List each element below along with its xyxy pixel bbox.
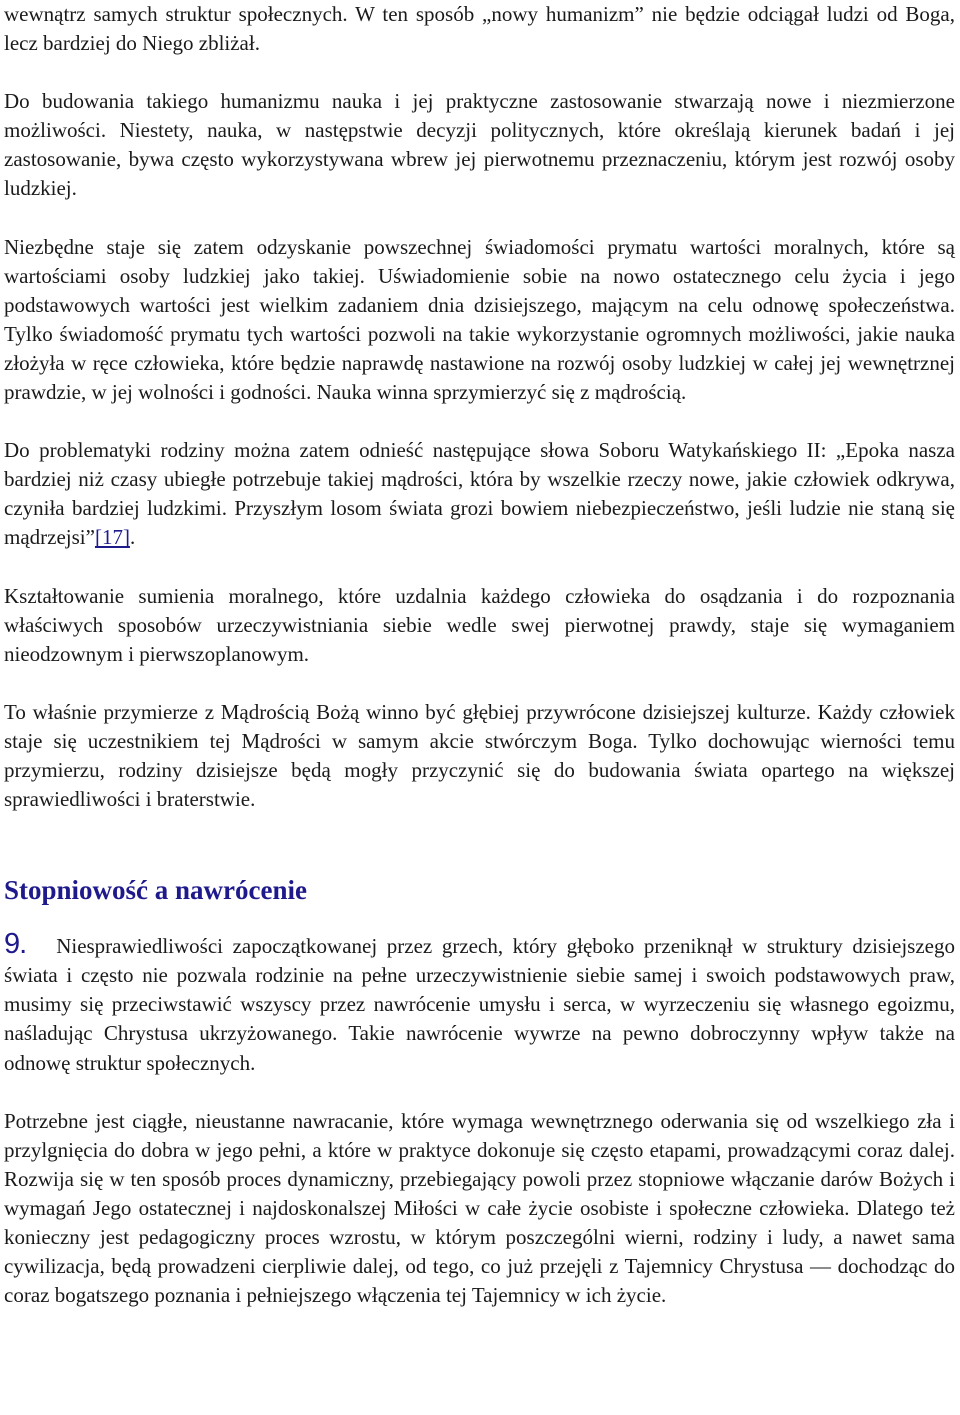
paragraph-gap	[4, 204, 955, 233]
paragraph: Niezbędne staje się zatem odzyskanie powszechnej świadomości prymatu wartości moralnych, które są wartościami osoby ludzkiej jako takiej. Uświadomienie sobie na nowo ostatecznego celu życia i jego podstawowych wartości jest wielkim zadaniem dnia dzisiejszego, mającym na celu odnowę społeczeństwa. Tylko świadomość prymatu tych wartości pozwoli na takie wykorzystanie ogromnych możliwości, jakie nauka złożyła w ręce człowieka, które będzie naprawdę nastawione na rozwój osoby ludzkiej w całej jej wewnętrznej prawdzie, w jej wolności i godności. Nauka winna sprzymierzyć się z mądrością.	[4, 234, 955, 405]
paragraph: Do budowania takiego humanizmu nauka i jej praktyczne zastosowanie stwarzają nowe i niezmierzone możliwości. Niestety, nauka, w następstwie decyzji politycznych, które określają kierunek badań i jej zastosowanie, bywa często wykorzystywana wbrew jej pierwotnemu przeznaczeniu, którym jest rozwój osoby ludzkiej.	[4, 89, 955, 201]
paragraph-with-footnote	[4, 436, 955, 552]
paragraph-text-end: .	[129, 525, 136, 550]
heading-gap	[4, 908, 955, 930]
paragraph: To właśnie przymierze z Mądrością Bożą winno być głębiej przywrócone dzisiejszej kulturze. Każdy człowiek staje się uczestnikiem tej Mądrości w samym akcie stwórczym Boga. Tylko dochowując wierności temu przymierzu, rodziny dzisiejsze będą mogły przyczynić się do budowania świata opartego na większej sprawiedliwości i braterstwie.	[4, 699, 955, 812]
section-heading: Stopniowość a nawrócenie	[4, 875, 307, 906]
paragraph-number: 9.	[4, 928, 27, 961]
paragraph-gap	[4, 407, 955, 436]
section-gap	[4, 814, 955, 872]
paragraph: Potrzebne jest ciągłe, nieustanne nawracanie, które wymaga wewnętrznego oderwania się od wszelkiego zła i przylgnięcia do dobra w jego pełni, a które w praktyce dokonuje się często etapami, prowadzącymi coraz dalej. Rozwija się w ten sposób proces dynamiczny, przebiegający powoli przez stopniowe włączanie darów Bożych i wymagań Jego ostatecznej i najdoskonalszej Miłości w całe życie osobiste i społeczne człowieka. Dlatego też konieczny jest pedagogiczny proces wzrostu, w którym poszczególni wierni, rodziny i ludy, a nawet sama cywilizacja, będą prowadzeni cierpliwie dalej, od tego, co już przejęli z Tajemnicy Chrystusa — dochodząc do coraz bogatszego poznania i pełniejszego włączenia tej Tajemnicy w ich życie.	[4, 1108, 955, 1308]
paragraph-gap	[4, 1078, 955, 1107]
paragraph-text: Do problematyki rodziny można zatem odnieść następujące słowa Soboru Watykańskiego II: „Epoka nasza bardziej niż czasy ubiegłe potrzebuje takiej mądrości, która by wszelkie rzeczy nowe, jakie człowiek odkrywa, czyniła bardziej ludzkimi. Przyszłym losom świata grozi bowiem niebezpieczeństwo, jeśli ludzie nie staną się mądrzejsi”	[4, 438, 955, 550]
paragraph: Kształtowanie sumienia moralnego, które uzdalnia każdego człowieka do osądzania i do rozpoznania właściwych sposobów urzeczywistniania siebie wedle swej pierwotnej prawdy, staje się wymaganiem nieodzownym i pierwszoplanowym.	[4, 583, 955, 666]
footnote-link[interactable]: [17]	[94, 525, 130, 550]
paragraph-gap	[4, 553, 955, 582]
paragraph: wewnątrz samych struktur społecznych. W ten sposób „nowy humanizm” nie będzie odciągał ludzi od Boga, lecz bardziej do Niego zbliżał.	[4, 2, 955, 56]
document-page	[4, 0, 955, 1310]
paragraph-text: Niesprawiedliwości zapoczątkowanej przez grzech, który głęboko przeniknął w struktury dzisiejszego świata i często nie pozwala rodzinie na pełne urzeczywistnienie siebie samej i swoich podstawowych praw, musimy się przeciwstawić wszyscy przez nawrócenie umysłu i serca, w wyrzeczeniu się własnego egoizmu, naśladując Chrystusa ukrzyżowanego. Takie nawrócenie wywrze na pewno dobroczynny wpływ także na odnowę struktur społecznych.	[4, 934, 955, 1075]
paragraph-gap	[4, 58, 955, 87]
numbered-paragraph	[4, 930, 955, 1077]
paragraph-gap	[4, 669, 955, 698]
